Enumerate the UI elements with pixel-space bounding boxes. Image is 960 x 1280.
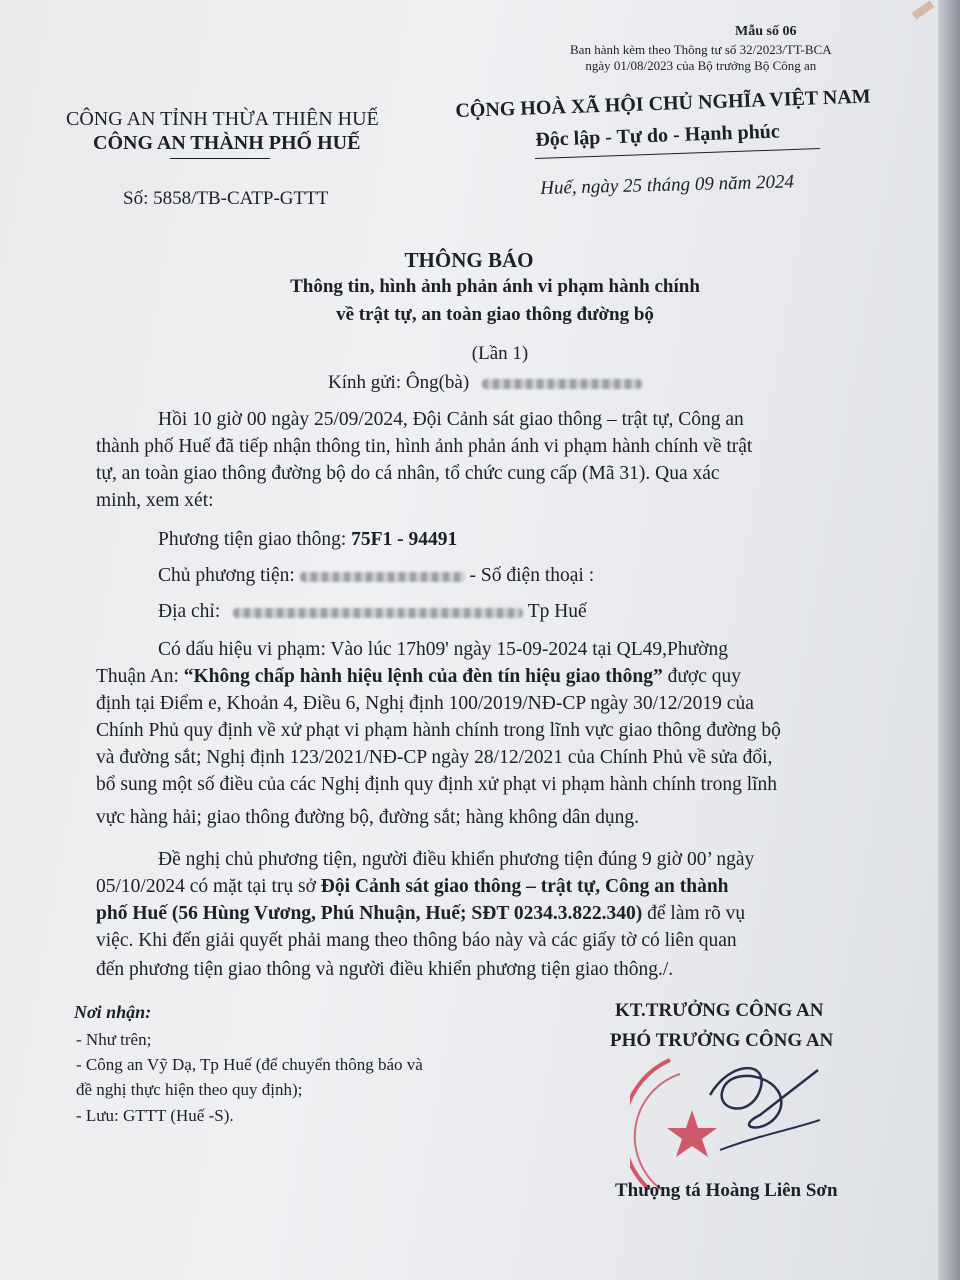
- vehicle-label: Phương tiện giao thông:: [158, 529, 352, 550]
- signature-deputy: PHÓ TRƯỞNG CÔNG AN: [610, 1030, 834, 1051]
- request-line-4: việc. Khi đến giải quyết phải mang theo thông báo này và các giấy tờ có liên quan: [96, 930, 737, 951]
- document-title: THÔNG BÁO: [404, 248, 534, 272]
- signatory-name: Thượng tá Hoàng Liên Sơn: [615, 1180, 838, 1201]
- address-city: Tp Huế: [527, 601, 587, 622]
- recipient-item-4: - Lưu: GTTT (Huế -S).: [76, 1106, 234, 1125]
- page-shadow-edge: [938, 0, 960, 1280]
- request-line-3: [96, 900, 745, 927]
- document-number: Số: 5858/TB-CATP-GTTT: [123, 188, 329, 209]
- request-office-address: phố Huế (56 Hùng Vương, Phú Nhuận, Huế; SĐT 0234.3.822.340): [96, 903, 643, 924]
- request-line-2: [96, 873, 729, 900]
- intro-line-2: thành phố Huế đã tiếp nhận thông tin, hình ảnh phản ánh vi phạm hành chính về trật: [96, 436, 753, 457]
- national-motto: Độc lập - Tự do - Hạnh phúc: [535, 120, 781, 151]
- agency-name: CÔNG AN THÀNH PHỐ HUẾ: [93, 132, 361, 154]
- redacted-recipient-name: [482, 379, 642, 389]
- recipient-label: Kính gửi: Ông(bà): [328, 372, 470, 393]
- form-basis: [570, 42, 832, 74]
- document-subtitle-2: về trật tự, an toàn giao thông đường bộ: [336, 304, 654, 325]
- violation-line-7: vực hàng hải; giao thông đường bộ, đường sắt; hàng không dân dụng.: [96, 807, 640, 828]
- official-seal-stamp: [630, 1040, 820, 1190]
- violation-line-1: Có dấu hiệu vi phạm: Vào lúc 17h09' ngày 15-09-2024 tại QL49,Phường: [158, 639, 728, 660]
- vehicle-plate: 75F1 - 94491: [351, 529, 458, 550]
- recipient-item-3: đề nghị thực hiện theo quy định);: [76, 1080, 303, 1099]
- vehicle-line: [158, 526, 457, 553]
- request-office: Đội Cảnh sát giao thông – trật tự, Công an thành: [320, 876, 729, 897]
- intro-line-3: tự, an toàn giao thông đường bộ do cá nhân, tổ chức cung cấp (Mã 31). Qua xác: [96, 463, 720, 484]
- document-subtitle-1: Thông tin, hình ảnh phản ánh vi phạm hành chính: [290, 276, 700, 297]
- violation-line-2: [96, 663, 741, 690]
- request-line-1: Đề nghị chủ phương tiện, người điều khiển phương tiện đúng 9 giờ 00’ ngày: [158, 849, 755, 870]
- recipient-item-2: - Công an Vỹ Dạ, Tp Huế (để chuyển thông báo và: [76, 1055, 423, 1074]
- redacted-address: [233, 608, 523, 618]
- address-label: Địa chỉ:: [158, 601, 221, 622]
- request-line-3-tail: để làm rõ vụ: [642, 903, 746, 924]
- form-basis-line-1: Ban hành kèm theo Thông tư số 32/2023/TT-BCA: [570, 42, 832, 57]
- form-basis-line-2: ngày 01/08/2023 của Bộ trưởng Bộ Công an: [585, 58, 817, 73]
- violation-line-5: và đường sắt; Nghị định 123/2021/NĐ-CP ngày 28/12/2021 của Chính Phủ về sửa đổi,: [96, 747, 773, 768]
- violation-line-3: định tại Điểm e, Khoản 4, Điều 6, Nghị định 100/2019/NĐ-CP ngày 30/12/2019 của: [96, 693, 754, 714]
- place-date: Huế, ngày 25 tháng 09 năm 2024: [540, 171, 795, 199]
- request-line-2-head: 05/10/2024 có mặt tại trụ sở: [96, 876, 321, 897]
- violation-line-2-tail: được quy: [662, 666, 742, 687]
- form-number: Mẫu số 06: [735, 24, 797, 39]
- violation-line-6: bổ sung một số điều của các Nghị định quy định xử phạt vi phạm hành chính trong lĩnh: [96, 774, 778, 795]
- national-title: CỘNG HOÀ XÃ HỘI CHỦ NGHĨA VIỆT NAM: [455, 85, 871, 122]
- violation-location-tail: Thuận An:: [96, 666, 184, 687]
- owner-label: Chủ phương tiện:: [158, 565, 295, 586]
- agency-underline: [170, 158, 270, 159]
- address-line: [158, 598, 587, 625]
- recipient-item-1: - Như trên;: [76, 1030, 152, 1049]
- notice-times: (Lần 1): [471, 343, 529, 364]
- agency-parent: CÔNG AN TỈNH THỪA THIÊN HUẾ: [66, 108, 379, 130]
- phone-label: - Số điện thoại :: [469, 565, 595, 586]
- owner-line: [158, 562, 594, 589]
- violation-name: “Không chấp hành hiệu lệnh của đèn tín hiệu giao thông”: [183, 666, 663, 687]
- corner-mark-icon: [898, 0, 938, 30]
- redacted-owner-name: [300, 572, 465, 582]
- request-line-5: đến phương tiện giao thông và người điều khiển phương tiện giao thông./.: [96, 959, 674, 980]
- violation-line-4: Chính Phủ quy định về xử phạt vi phạm hành chính trong lĩnh vực giao thông đường bộ: [96, 720, 781, 741]
- signature-role: KT.TRƯỞNG CÔNG AN: [615, 1000, 824, 1021]
- recipient-line: [328, 372, 642, 394]
- intro-line-4: minh, xem xét:: [96, 490, 214, 511]
- intro-line-1: Hồi 10 giờ 00 ngày 25/09/2024, Đội Cảnh sát giao thông – trật tự, Công an: [158, 409, 744, 430]
- recipients-title: Nơi nhận:: [74, 1002, 152, 1022]
